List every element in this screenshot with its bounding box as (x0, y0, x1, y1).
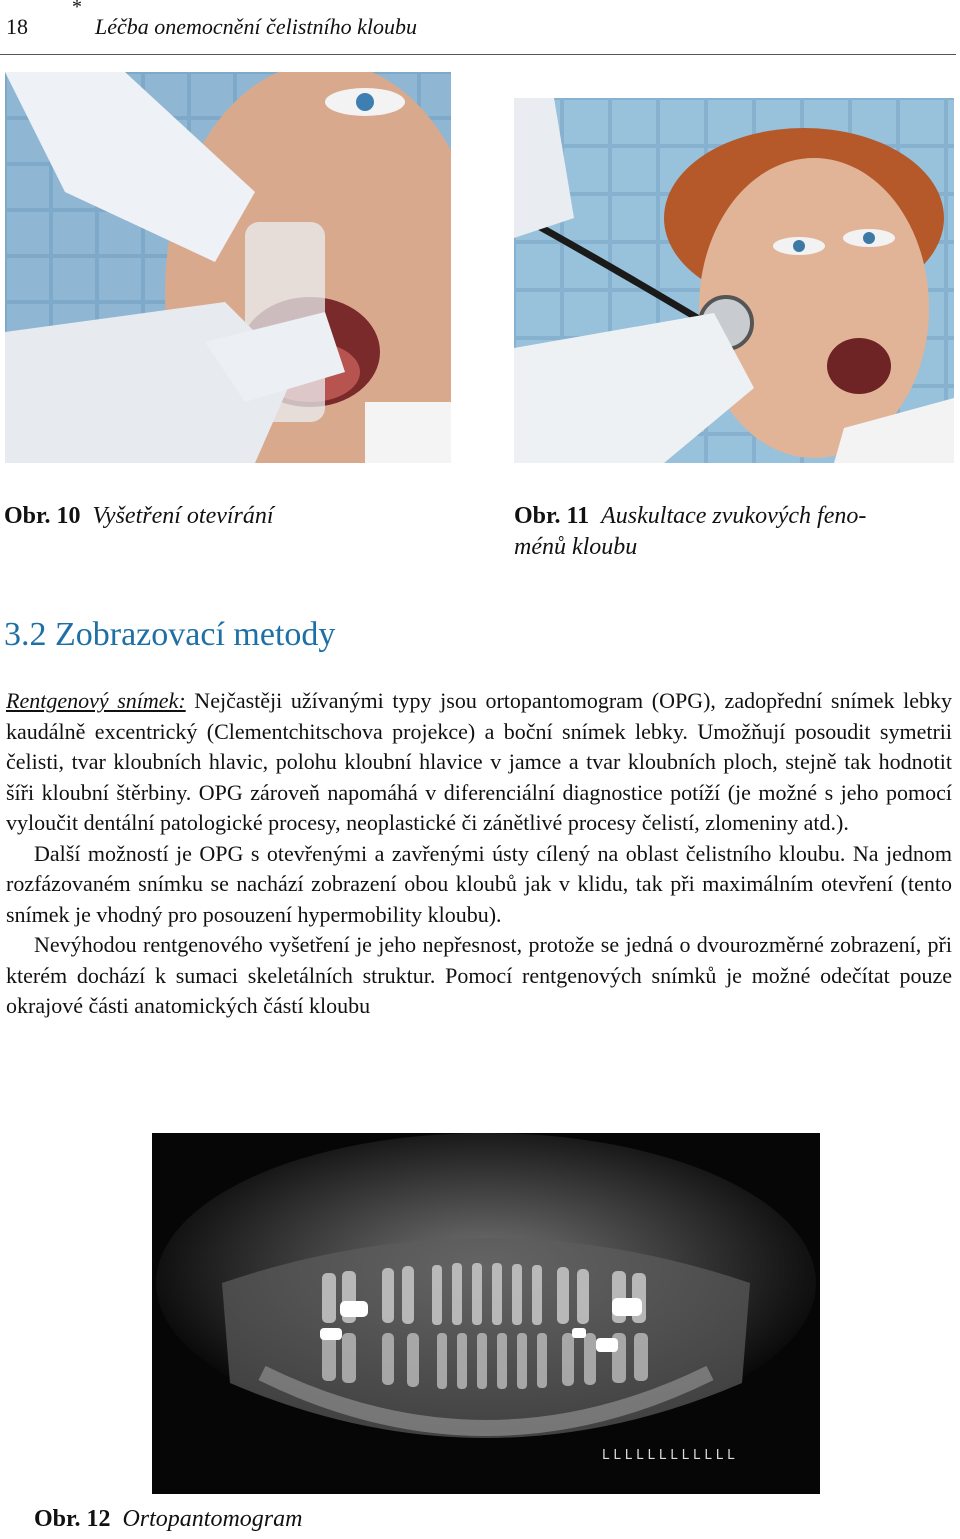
xray-illustration (152, 1133, 820, 1494)
photo-auscultation-illustration (514, 98, 954, 463)
photo-auscultation (514, 98, 954, 463)
figure-12-text: Ortopantomogram (122, 1506, 303, 1532)
paragraph-2: Další možností je OPG s otevřenými a zavřenými ústy cílený na oblast čelistního kloubu. Na jednom rozfázovaném snímku se nachází zobrazení obou kloubů jak v klidu, tak při maximálním otevření (tento snímek je vhodný pro posouzení hypermobility kloubu). (6, 840, 952, 927)
figure-11-text-line2: ménů kloubu (514, 534, 638, 560)
running-title: Léčba onemocnění čelistního kloubu (95, 14, 417, 39)
body-text (6, 686, 952, 1022)
term-rentgenovy-snimek: Rentgenový snímek: (6, 688, 186, 713)
figure-12-label: Obr. 12 (34, 1506, 111, 1532)
panoramic-xray-image (152, 1133, 820, 1494)
photo-mouth-opening-exam (5, 72, 451, 463)
section-heading: 3.2 Zobrazovací metody (4, 616, 336, 653)
photo-mouth-opening-illustration (5, 72, 451, 463)
figure-10-caption (4, 501, 274, 532)
page-number: 18 (6, 14, 28, 39)
asterisk-mark: * (72, 0, 82, 18)
paragraph-1 (6, 686, 952, 839)
figure-11-label: Obr. 11 (514, 503, 590, 529)
header-rule (0, 54, 956, 55)
figure-10-label: Obr. 10 (4, 503, 81, 529)
figure-11-caption (514, 501, 954, 563)
paragraph-3: Nevýhodou rentgenového vyšetření je jeho nepřesnost, protože se jedná o dvourozměrné zobrazení, při kterém dochází k sumaci skeletálních struktur. Pomocí rentgenových snímků je možné odečítat pouze okrajové části anatomických částí kloubu (6, 932, 952, 1018)
figure-11-text: Auskultace zvukových feno- (601, 503, 867, 529)
figure-12-caption (34, 1504, 302, 1535)
paragraph-1-text: Nejčastěji užívanými typy jsou ortopantomogram (OPG), zadopřední snímek lebky kaudálně excentrický (Clementchitschova projekce) a boční snímek lebky. Umožňují posoudit symetrii čelisti, tvar kloubních hlavic, polohu kloubní hlavice v jamce a tvar kloubních ploch, stejně tak hodnotit šíři kloubní štěrbiny. OPG zároveň napomáhá v diferenciální diagnostice potíží (je možné s jeho pomocí vyloučit dentální patologické procesy, neoplastické či zánětlivé procesy čelistí, zlomeniny atd.). (6, 688, 952, 835)
xray-marker-text: L L L L L L L L L L L L (602, 1448, 735, 1463)
figure-10-text: Vyšetření otevírání (92, 503, 274, 529)
